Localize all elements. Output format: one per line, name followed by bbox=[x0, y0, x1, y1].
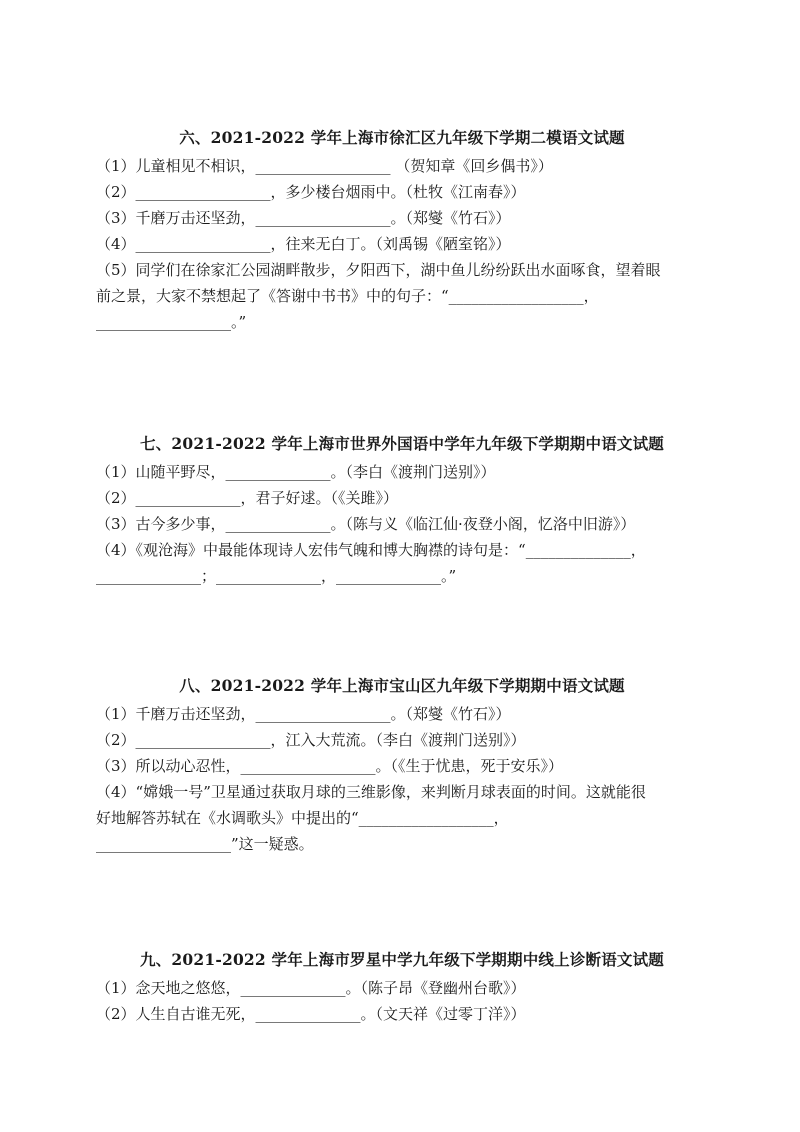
question-line: （5）同学们在徐家汇公园湖畔散步，夕阳西下，湖中鱼儿纷纷跃出水面啄食，望着眼 bbox=[96, 261, 661, 279]
question-line: （3）古今多少事，______________。（陈与义《临江仙·夜登小阁，忆洛中旧游》） bbox=[96, 515, 636, 533]
section-8 bbox=[96, 676, 708, 857]
question-line: （3）千磨万击还坚劲，__________________。（郑燮《竹石》） bbox=[96, 209, 511, 227]
question-line: （1）儿童相见不相识，__________________ （贺知章《回乡偶书》） bbox=[96, 157, 553, 175]
question-line: （2）__________________，多少楼台烟雨中。（杜牧《江南春》） bbox=[96, 183, 526, 201]
question-line: （1）千磨万击还坚劲，__________________。（郑燮《竹石》） bbox=[96, 705, 511, 723]
section-6 bbox=[96, 128, 708, 335]
section-9 bbox=[96, 950, 708, 1027]
question-line: （4）《观沧海》中最能体现诗人宏伟气魄和博大胸襟的诗句是：“______________， bbox=[96, 541, 646, 559]
question-line: （1）山随平野尽，______________。（李白《渡荆门送别》） bbox=[96, 463, 496, 481]
section-title: 九、2021-2022 学年上海市罗星中学九年级下学期期中线上诊断语文试题 bbox=[139, 950, 664, 969]
question-line: （4）“嫦娥一号”卫星通过获取月球的三维影像，来判断月球表面的时间。这就能很 bbox=[96, 783, 646, 801]
question-line: 好地解答苏轼在《水调歌头》中提出的“__________________， bbox=[96, 809, 509, 827]
question-line: （1）念天地之悠悠，______________。（陈子昂《登幽州台歌》） bbox=[96, 979, 526, 997]
section-title: 六、2021-2022 学年上海市徐汇区九年级下学期二模语文试题 bbox=[179, 128, 625, 147]
section-title: 八、2021-2022 学年上海市宝山区九年级下学期期中语文试题 bbox=[179, 676, 625, 695]
question-line: （2）__________________，江入大荒流。（李白《渡荆门送别》） bbox=[96, 731, 526, 749]
question-line: （4）__________________，往来无白丁。（刘禹锡《陋室铭》） bbox=[96, 235, 511, 253]
question-line: （2）人生自古谁无死，______________。（文天祥《过零丁洋》） bbox=[96, 1005, 526, 1023]
section-title: 七、2021-2022 学年上海市世界外国语中学年九年级下学期期中语文试题 bbox=[139, 434, 664, 453]
question-line: 前之景，大家不禁想起了《答谢中书书》中的句子：“__________________， bbox=[96, 287, 599, 305]
section-7 bbox=[96, 434, 708, 589]
question-line: （2）______________，君子好逑。（《关雎》） bbox=[96, 489, 399, 507]
question-line: __________________”这一疑惑。 bbox=[96, 835, 314, 853]
question-line: ______________；______________，______________。” bbox=[96, 567, 457, 585]
question-line: （3）所以动心忍性，__________________。（《生于忧患，死于安乐》） bbox=[96, 757, 564, 775]
question-line: __________________。” bbox=[96, 313, 247, 331]
